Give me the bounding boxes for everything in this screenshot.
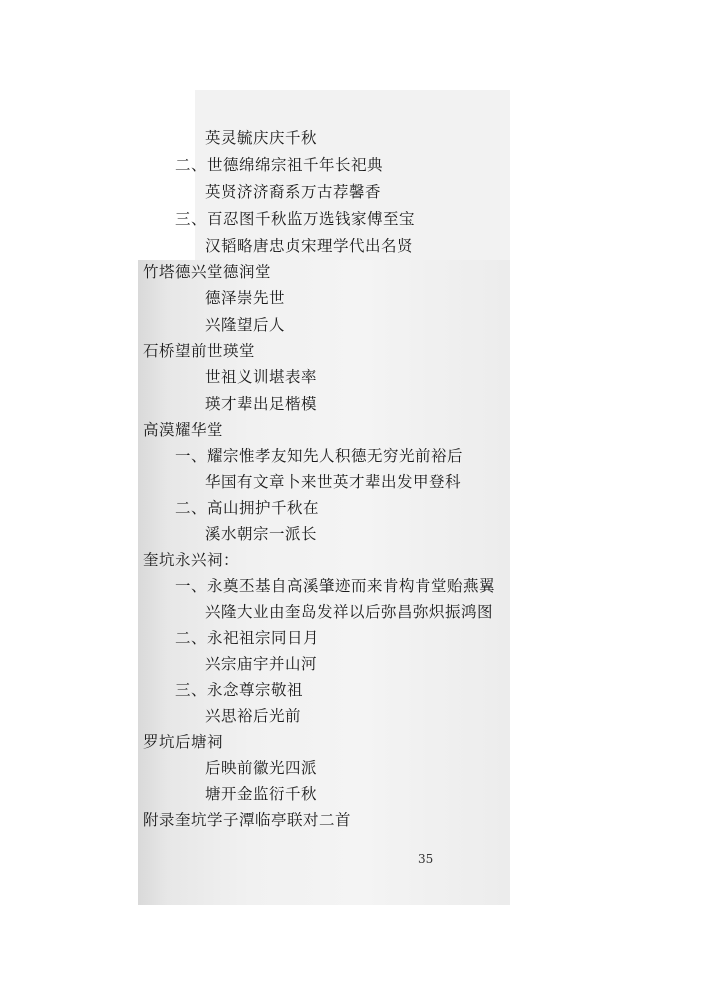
text-line: 一、永奠丕基自高溪肇迹而来肯构肯堂贻燕翼: [175, 577, 496, 595]
text-line: 三、百忍图千秋监万选钱家傅至宝: [175, 210, 416, 228]
text-line: 兴隆大业由奎岛发祥以后弥昌弥炽振鸿图: [205, 603, 494, 621]
section-heading: 罗坑后塘祠: [143, 733, 224, 751]
page-number: 35: [418, 852, 434, 866]
scanned-page-shading-top: [195, 90, 510, 260]
section-heading: 高漠耀华堂: [143, 421, 224, 439]
text-line: 瑛才辈出足楷模: [205, 395, 318, 413]
text-line: 兴宗庙宇并山河: [205, 655, 318, 673]
text-line: 汉韬略唐忠贞宋理学代出名贤: [205, 237, 414, 255]
text-line: 二、高山拥护千秋在: [175, 499, 320, 517]
text-line: 兴思裕后光前: [205, 707, 302, 725]
section-heading: 石桥望前世瑛堂: [143, 342, 256, 360]
section-heading: 附录奎坑学子潭临亭联对二首: [143, 811, 352, 829]
text-line: 塘开金监衍千秋: [205, 785, 318, 803]
section-heading: 奎坑永兴祠：: [143, 551, 240, 569]
text-line: 兴隆望后人: [205, 316, 286, 334]
section-heading: 竹塔德兴堂德润堂: [143, 263, 272, 281]
text-line: 溪水朝宗一派长: [205, 525, 318, 543]
text-line: 英灵毓庆庆千秋: [205, 129, 318, 147]
text-line: 世祖义训堪表率: [205, 368, 318, 386]
text-line: 后映前徽光四派: [205, 759, 318, 777]
text-line: 德泽崇先世: [205, 289, 286, 307]
text-line: 一、耀宗惟孝友知先人积德无穷光前裕后: [175, 447, 464, 465]
text-line: 三、永念尊宗敬祖: [175, 681, 304, 699]
text-line: 英贤济济裔系万古荐馨香: [205, 183, 382, 201]
text-line: 二、永祀祖宗同日月: [175, 629, 320, 647]
page-margin-white: [138, 90, 195, 260]
text-line: 华国有文章卜来世英才辈出发甲登科: [205, 473, 462, 491]
text-line: 二、世德绵绵宗祖千年长祀典: [175, 156, 384, 174]
